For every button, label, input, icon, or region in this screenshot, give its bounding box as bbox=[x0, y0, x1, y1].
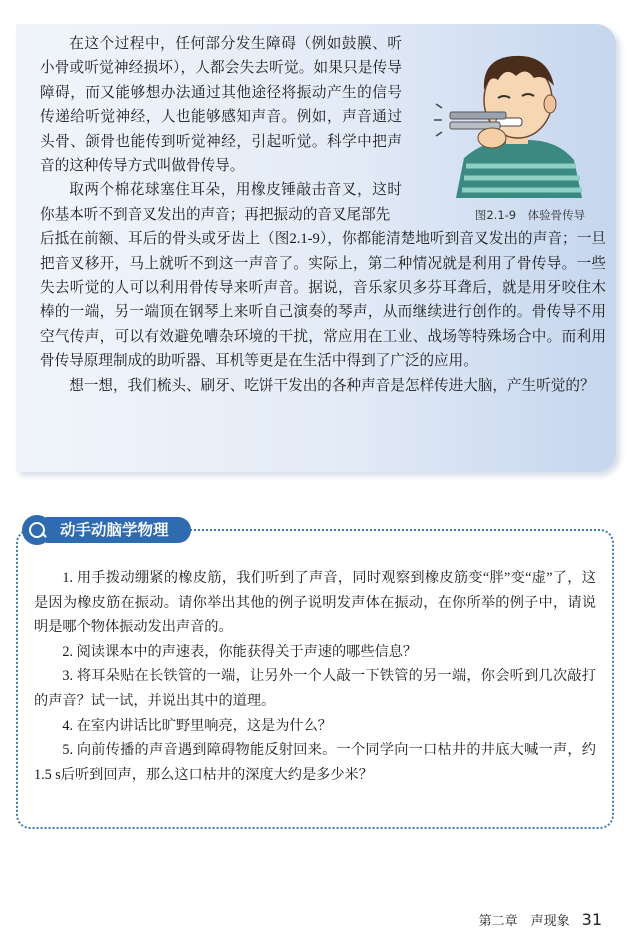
list-item: 3. 将耳朵贴在长铁管的一端，让另外一个人敲一下铁管的另一端，你会听到几次敲打的声音？试一试，并说出其中的道理。 bbox=[34, 668, 596, 709]
activity-list bbox=[34, 566, 596, 787]
list-item: 2. 阅读课本中的声速表，你能获得关于声速的哪些信息？ bbox=[62, 643, 418, 660]
list-item: 4. 在室内讲话比旷野里响亮，这是为什么？ bbox=[62, 717, 332, 734]
magnifier-icon bbox=[22, 515, 52, 545]
list-item: 5. 向前传播的声音遇到障碍物能反射回来。一个同学向一口枯井的井底大喊一声，约1.5 s后听到回声，那么这口枯井的深度大约是多少米？ bbox=[34, 742, 596, 783]
paragraph: 在这个过程中，任何部分发生障碍（例如鼓膜、听小骨或听觉神经损坏），人都会失去听觉。如果只是传导障碍，而又能够想办法通过其他途径将振动产生的信号传递给听觉神经，人也能够感知声音。例如，声音通过头骨、颌骨也能传到听觉神经，引起听觉。科学中把声音的这种传导方式叫做骨传导。 bbox=[40, 36, 402, 175]
figure-caption: 图2.1-9 体验骨传导 bbox=[474, 208, 586, 222]
chapter-label: 第二章 声现象 bbox=[478, 914, 570, 929]
page-number: 31 bbox=[581, 910, 602, 929]
paragraph: 取两个棉花球塞住耳朵，用橡皮锤敲击音叉，这时你基本听不到音叉发出的声音；再把振动的音叉尾部先 bbox=[40, 182, 402, 223]
paragraph-continued: 后抵在前额、耳后的骨头或牙齿上（图2.1-9），你都能清楚地听到音叉发出的声音；一旦把音叉移开，马上就听不到这一声音了。实际上，第二种情况就是利用了骨传导。一些失去听觉的人可以利用骨传导来听声音。据说，音乐家贝多芬耳聋后，就是用牙咬住木棒的一端，另一端顶在钢琴上来听自己演奏的琴声，从而继续进行创作的。骨传导不用空气传声，可以有效避免嘈杂环境的干扰，常应用在工业、战场等特殊场合中。而利用骨传导原理制成的助听器、耳机等更是在生活中得到了广泛的应用。 bbox=[40, 231, 606, 370]
activity-title: 动手动脑学物理 bbox=[46, 517, 191, 543]
page-footer bbox=[479, 910, 602, 929]
activity-heading bbox=[22, 515, 191, 545]
paragraph: 想一想，我们梳头、刷牙、吃饼干发出的各种声音是怎样传进大脑，产生听觉的？ bbox=[69, 377, 595, 394]
list-item: 1. 用手拨动绷紧的橡皮筋，我们听到了声音，同时观察到橡皮筋变“胖”变“虚”了，这是因为橡皮筋在振动。请你举出其他的例子说明发声体在振动，在你所举的例子中，请说明是哪个物体振动发出声音的。 bbox=[34, 570, 596, 636]
info-text bbox=[40, 32, 606, 398]
